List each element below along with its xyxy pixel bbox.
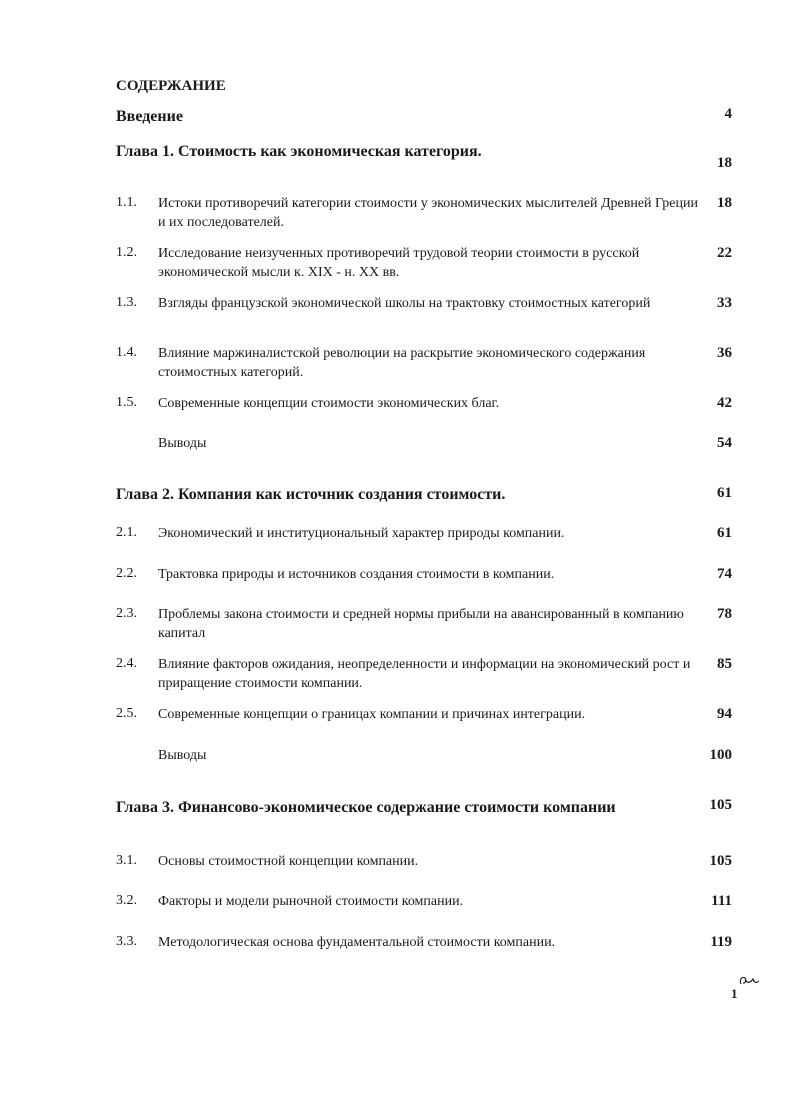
toc-item-2-5-num: 2.5. bbox=[116, 706, 137, 721]
chapter-1-title: Глава 1. Стоимость как экономическая категория. bbox=[116, 143, 482, 160]
toc-item-2-3-page: 78 bbox=[717, 606, 732, 622]
toc-item-3-1-page: 105 bbox=[709, 853, 732, 869]
toc-item-2-1-num: 2.1. bbox=[116, 525, 137, 540]
toc-item-2-2-num: 2.2. bbox=[116, 566, 137, 581]
toc-item-2-2-text: Трактовка природы и источников создания стоимости в компании. bbox=[158, 567, 555, 582]
chapter-3-title: Глава 3. Финансово-экономическое содержание стоимости компании bbox=[116, 799, 616, 816]
toc-item-2-1-text: Экономический и институциональный характер природы компании. bbox=[158, 526, 565, 541]
toc-item-1-1-text: Истоки противоречий категории стоимости у экономических мыслителей Древней Греции и их последователей. bbox=[158, 196, 698, 230]
handwritten-mark-icon bbox=[738, 972, 760, 990]
toc-item-2-3-text: Проблемы закона стоимости и средней нормы прибыли на авансированный в компанию капитал bbox=[158, 607, 684, 641]
toc-item-3-3-text: Методологическая основа фундаментальной стоимости компании. bbox=[158, 935, 556, 950]
page-number: 1 bbox=[731, 986, 738, 1001]
toc-item-1-1-page: 18 bbox=[717, 195, 732, 211]
toc-item-2-4-num: 2.4. bbox=[116, 656, 137, 671]
toc-item-1-3-num: 1.3. bbox=[116, 295, 137, 310]
toc-item-1-1-num: 1.1. bbox=[116, 195, 137, 210]
chapter-1-page: 18 bbox=[717, 155, 732, 171]
toc-item-1-5-text: Современные концепции стоимости экономических благ. bbox=[158, 396, 500, 411]
chapter-2-page: 61 bbox=[717, 485, 732, 501]
toc-title: СОДЕРЖАНИЕ bbox=[116, 78, 226, 94]
toc-item-1-4-text: Влияние маржиналистской революции на раскрытие экономического содержания стоимостных категорий. bbox=[158, 346, 646, 380]
toc-item-1-4-page: 36 bbox=[717, 345, 732, 361]
toc-item-2-1-page: 61 bbox=[717, 525, 732, 541]
intro-label: Введение bbox=[116, 108, 183, 125]
toc-item-2-4-text: Влияние факторов ожидания, неопределенности и информации на экономический рост и приращение стоимости компании. bbox=[158, 657, 691, 691]
toc-item-2-3-num: 2.3. bbox=[116, 606, 137, 621]
chapter-3-page: 105 bbox=[709, 797, 732, 813]
chapter-2-title: Глава 2. Компания как источник создания стоимости. bbox=[116, 486, 506, 503]
toc-item-1-2-page: 22 bbox=[717, 245, 732, 261]
toc-item-1-2-num: 1.2. bbox=[116, 245, 137, 260]
toc-item-2-4-page: 85 bbox=[717, 656, 732, 672]
toc-item-1-2-text: Исследование неизученных противоречий трудовой теории стоимости в русской экономической мысли к. XIX - н. XX вв. bbox=[158, 246, 640, 280]
toc-item-3-1-num: 3.1. bbox=[116, 853, 137, 868]
toc-item-1-4-num: 1.4. bbox=[116, 345, 137, 360]
toc-item-3-2-text: Факторы и модели рыночной стоимости компании. bbox=[158, 894, 464, 909]
toc-item-1-3-page: 33 bbox=[717, 295, 732, 311]
toc-item-2-2-page: 74 bbox=[717, 566, 732, 582]
toc-item-3-1-text: Основы стоимостной концепции компании. bbox=[158, 854, 419, 869]
toc-item-2-5-page: 94 bbox=[717, 706, 732, 722]
toc-item-3-3-num: 3.3. bbox=[116, 934, 137, 949]
toc-item-2-conclusions-page: 100 bbox=[709, 747, 732, 763]
toc-item-1-3-text: Взгляды французской экономической школы на трактовку стоимостных категорий bbox=[158, 296, 651, 311]
toc-item-1-conclusions-page: 54 bbox=[717, 435, 732, 451]
toc-item-3-2-num: 3.2. bbox=[116, 893, 137, 908]
toc-item-2-5-text: Современные концепции о границах компании и причинах интеграции. bbox=[158, 707, 586, 722]
toc-item-1-5-num: 1.5. bbox=[116, 395, 137, 410]
toc-item-1-5-page: 42 bbox=[717, 395, 732, 411]
toc-item-3-3-page: 119 bbox=[710, 934, 732, 950]
toc-item-3-2-page: 111 bbox=[711, 893, 732, 909]
intro-page: 4 bbox=[724, 106, 732, 122]
toc-item-2-conclusions-text: Выводы bbox=[158, 748, 207, 763]
toc-item-1-conclusions-text: Выводы bbox=[158, 436, 207, 451]
